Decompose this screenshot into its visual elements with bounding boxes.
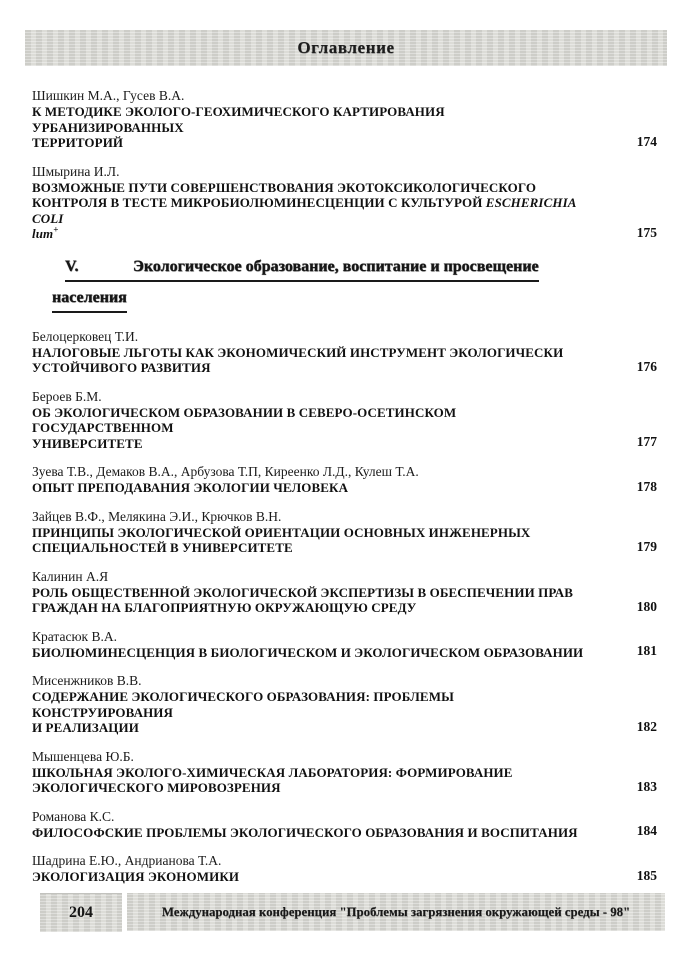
- entry-page-number: 179: [636, 538, 657, 554]
- toc-entry: [32, 749, 657, 796]
- toc-entry: [32, 629, 657, 661]
- entry-title-line: СПЕЦИАЛЬНОСТЕЙ В УНИВЕРСИТЕТЕ: [32, 540, 293, 555]
- entry-page-number: 185: [636, 867, 657, 883]
- entry-authors: Шадрина Е.Ю., Андрианова Т.А.: [32, 853, 222, 868]
- toc-entry: [32, 509, 657, 556]
- entry-page-number: 180: [636, 598, 657, 614]
- entry-page-number: 183: [636, 778, 657, 794]
- toc-content: [32, 88, 657, 898]
- entry-authors: Романова К.С.: [32, 808, 115, 824]
- entry-title-line: БИОЛЮМИНЕСЦЕНЦИЯ В БИОЛОГИЧЕСКОМ И ЭКОЛОГИЧЕСКОМ ОБРАЗОВАНИИ: [32, 644, 584, 660]
- toc-entry: [32, 569, 657, 616]
- entry-page-number: 177: [636, 434, 657, 449]
- entry-title-line: И РЕАЛИЗАЦИИ: [32, 720, 139, 735]
- entry-title-line: [32, 226, 595, 242]
- entry-page-number: 178: [636, 478, 657, 494]
- section-heading: [32, 256, 657, 313]
- entry-authors: Белоцерковец Т.И.: [32, 328, 139, 344]
- section-heading-line2: населения: [52, 287, 127, 313]
- entry-title-line: ФИЛОСОФСКИЕ ПРОБЛЕМЫ ЭКОЛОГИЧЕСКОГО ОБРАЗОВАНИЯ И ВОСПИТАНИЯ: [32, 824, 578, 840]
- entry-title-line: ВОЗМОЖНЫЕ ПУТИ СОВЕРШЕНСТВОВАНИЯ ЭКОТОКСИКОЛОГИЧЕСКОГО: [32, 179, 537, 195]
- entry-title-line: ОБ ЭКОЛОГИЧЕСКОМ ОБРАЗОВАНИИ В СЕВЕРО-ОСЕТИНСКОМ ГОСУДАРСТВЕННОМ: [32, 404, 460, 435]
- page-title: Оглавление: [297, 38, 395, 57]
- entry-page-number: 184: [636, 823, 657, 838]
- entry-title-line: ОПЫТ ПРЕПОДАВАНИЯ ЭКОЛОГИИ ЧЕЛОВЕКА: [32, 480, 349, 495]
- toc-entry: [32, 673, 657, 736]
- entry-title-line: ПРИНЦИПЫ ЭКОЛОГИЧЕСКОЙ ОРИЕНТАЦИИ ОСНОВНЫХ ИНЖЕНЕРНЫХ: [32, 524, 531, 540]
- entry-authors: Кратасюк В.А.: [32, 628, 117, 644]
- toc-entry: [32, 88, 657, 151]
- entry-title-line: РОЛЬ ОБЩЕСТВЕННОЙ ЭКОЛОГИЧЕСКОЙ ЭКСПЕРТИЗЫ В ОБЕСПЕЧЕНИИ ПРАВ: [32, 584, 574, 600]
- toc-entry: [32, 853, 657, 885]
- strain-name-italic: lum: [32, 226, 54, 241]
- entry-page-number: 181: [636, 643, 657, 658]
- entry-title-line: СОДЕРЖАНИЕ ЭКОЛОГИЧЕСКОГО ОБРАЗОВАНИЯ: ПРОБЛЕМЫ КОНСТРУИРОВАНИЯ: [32, 689, 461, 720]
- entry-authors: Шишкин М.А., Гусев В.А.: [32, 88, 185, 103]
- entry-page-number: 176: [636, 358, 657, 374]
- species-name-italic: ESCHERICHIA COLI: [32, 195, 580, 226]
- section-numeral: V.: [65, 257, 79, 275]
- entry-title-line: УНИВЕРСИТЕТЕ: [32, 435, 143, 451]
- entry-title-line: ГРАЖДАН НА БЛАГОПРИЯТНУЮ ОКРУЖАЮЩУЮ СРЕДУ: [32, 600, 417, 615]
- footer-banner: [127, 893, 665, 931]
- entry-title-line: К МЕТОДИКЕ ЭКОЛОГО-ГЕОХИМИЧЕСКОГО КАРТИРОВАНИЯ УРБАНИЗИРОВАННЫХ: [32, 104, 449, 135]
- entry-title-line: ТЕРРИТОРИЙ: [32, 135, 124, 150]
- entry-title-text: КОНТРОЛЯ В ТЕСТЕ МИКРОБИОЛЮМИНЕСЦЕНЦИИ С КУЛЬТУРОЙ: [32, 195, 486, 210]
- entry-title-line: ШКОЛЬНАЯ ЭКОЛОГО-ХИМИЧЕСКАЯ ЛАБОРАТОРИЯ: ФОРМИРОВАНИЕ: [32, 764, 513, 780]
- entry-title-line: НАЛОГОВЫЕ ЛЬГОТЫ КАК ЭКОНОМИЧЕСКИЙ ИНСТРУМЕНТ ЭКОЛОГИЧЕСКИ: [32, 344, 564, 360]
- toc-entry: [32, 809, 657, 841]
- footer-page-number-box: [40, 893, 122, 932]
- entry-authors: Зайцев В.Ф., Мелякина Э.И., Крючков В.Н.: [32, 508, 282, 524]
- entry-authors: Калинин А.Я: [32, 568, 109, 584]
- entry-title-line: ЭКОЛОГИЧЕСКОГО МИРОВОЗРЕНИЯ: [32, 780, 281, 795]
- toc-entry: [32, 464, 657, 496]
- entry-title-line: ЭКОЛОГИЗАЦИЯ ЭКОНОМИКИ: [32, 869, 240, 884]
- footer-conference-title: Международная конференция "Проблемы загрязнения окружающей среды - 98": [161, 904, 631, 919]
- entry-title-line: [32, 195, 595, 226]
- toc-entry: [32, 389, 657, 452]
- section-heading-line2-wrap: [32, 287, 657, 313]
- toc-entry: [32, 164, 657, 242]
- header-banner: [25, 30, 667, 66]
- entry-page-number: 174: [636, 133, 657, 149]
- entry-title-line: УСТОЙЧИВОГО РАЗВИТИЯ: [32, 360, 211, 375]
- entry-page-number: 175: [636, 224, 657, 240]
- section-heading-line1: [65, 256, 539, 282]
- entry-authors: Мисенжников В.В.: [32, 673, 142, 688]
- entry-authors: Мышенцева Ю.Б.: [32, 748, 134, 764]
- entry-authors: Бероев Б.М.: [32, 388, 102, 404]
- entry-page-number: 182: [636, 718, 657, 734]
- entry-authors: Шмырина И.Л.: [32, 163, 120, 179]
- footer-page-number: 204: [69, 904, 93, 921]
- section-heading-text: Экологическое образование, воспитание и просвещение: [133, 257, 539, 275]
- toc-entry: [32, 329, 657, 376]
- strain-superscript: +: [53, 224, 59, 235]
- entry-authors: Зуева Т.В., Демаков В.А., Арбузова Т.П, Киреенко Л.Д., Кулеш Т.А.: [32, 464, 419, 479]
